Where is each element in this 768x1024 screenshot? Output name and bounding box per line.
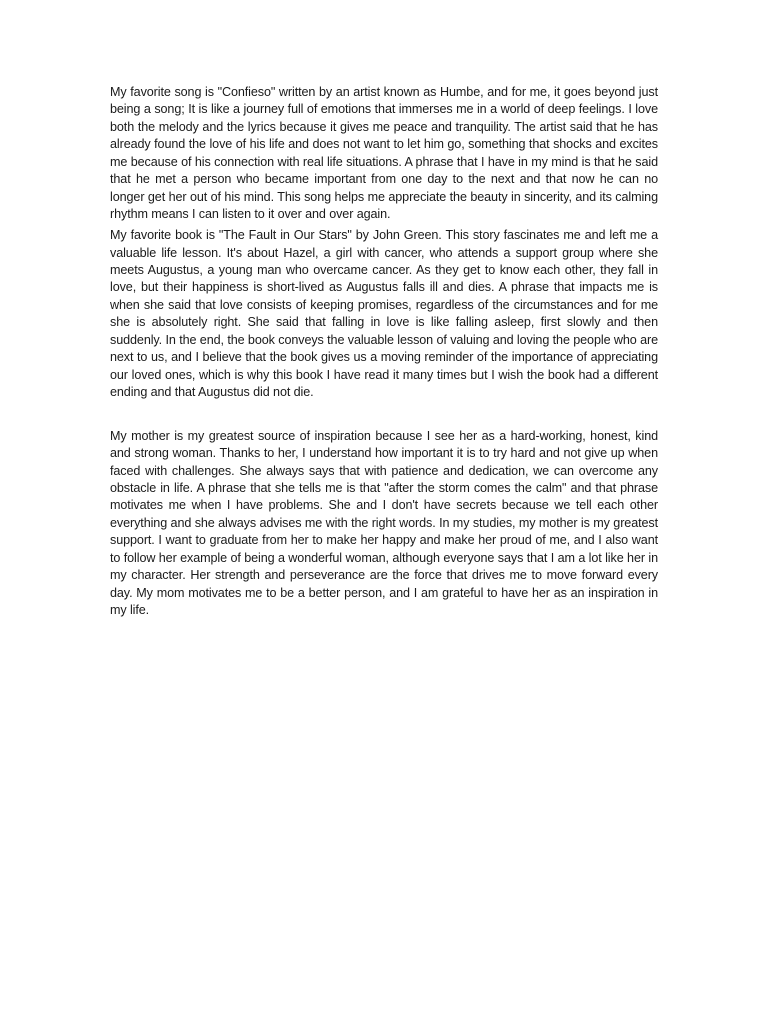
paragraph-mother-inspiration: My mother is my greatest source of inspiration because I see her as a hard-working, honest, kind and strong woman. Thanks to her, I understand how important it is to try hard and not give up when faced with challenges. She always says that with patience and dedication, we can overcome any obstacle in life. A phrase that she tells me is that "after the storm comes the calm" and that phrase motivates me when I have problems. She and I don't have secrets because we tell each other everything and she always advises me with the right words. In my studies, my mother is my greatest support. I want to graduate from her to make her happy and make her proud of me, and I also want to follow her example of being a wonderful woman, although everyone says that I am a lot like her in my character. Her strength and perseverance are the force that drives me to move forward every day. My mom motivates me to be a better person, and I am grateful to have her as an inspiration in my life. xyxy=(110,428,658,618)
paragraph-favorite-book: My favorite book is "The Fault in Our Stars" by John Green. This story fascinates me and left me a valuable life lesson. It's about Hazel, a girl with cancer, who attends a support group where she meets Augustus, a young man who overcame cancer. As they get to know each other, they fall in love, but their happiness is short-lived as Augustus falls ill and dies. A phrase that impacts me is when she said that love consists of keeping promises, regardless of the circumstances and for me she is absolutely right. She said that falling in love is like falling asleep, first slowly and then suddenly. In the end, the book conveys the valuable lesson of valuing and loving the people who are next to us, and I believe that the book gives us a moving reminder of the importance of appreciating our loved ones, which is why this book I have read it many times but I wish the book had a different ending and that Augustus did not die. xyxy=(110,228,658,400)
paragraph-favorite-song: My favorite song is "Confieso" written by an artist known as Humbe, and for me, it goes beyond just being a song; It is like a journey full of emotions that immerses me in a world of deep feelings. I love both the melody and the lyrics because it gives me peace and tranquility. The artist said that he has already found the love of his life and does not want to let him go, something that shocks and excites me because of his connection with real life situations. A phrase that I have in my mind is that he said that he met a person who became important from one day to the next and that now he can no longer get her out of his mind. This song helps me appreciate the beauty in sincerity, and its calming rhythm means I can listen to it over and over again. xyxy=(110,85,658,222)
document-page xyxy=(110,84,658,620)
